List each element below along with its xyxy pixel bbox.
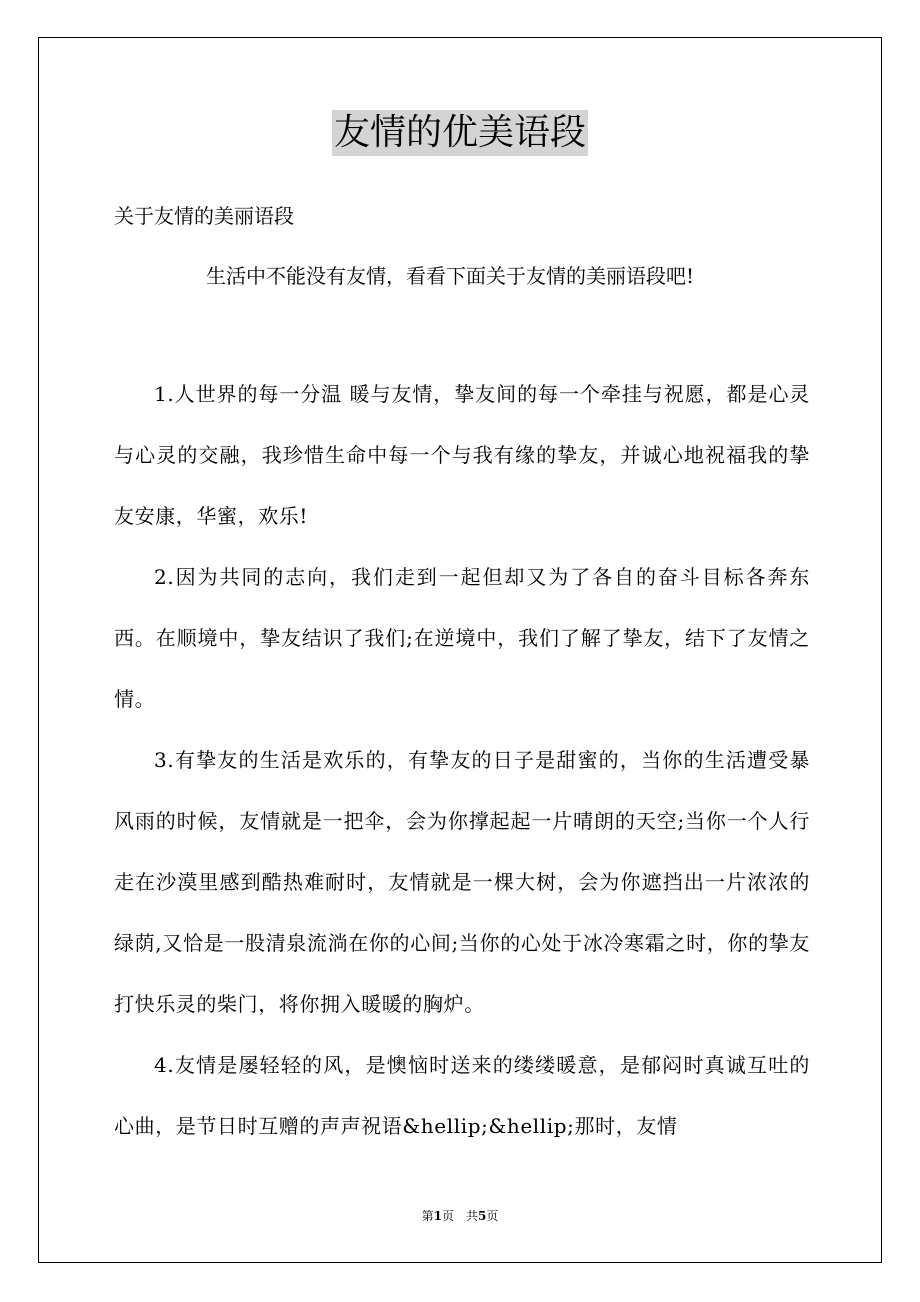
document-body	[114, 364, 810, 1157]
document-title: 友情的优美语段	[332, 110, 588, 156]
page-suffix: 页	[486, 1209, 499, 1223]
paragraph-4: 4.友情是屡轻轻的风，是懊恼时送来的缕缕暖意，是郁闷时真诚互吐的心曲，是节日时互赠的声声祝语&hellip;&hellip;那时，友情	[114, 1053, 810, 1138]
document-title-block	[0, 110, 920, 160]
paragraph-2: 2.因为共同的志向，我们走到一起但却又为了各自的奋斗目标各奔东西。在顺境中，挚友结识了我们;在逆境中，我们了解了挚友，结下了友情之情。	[114, 565, 810, 711]
document-subtitle: 关于友情的美丽语段	[114, 204, 294, 228]
page-current: 1	[433, 1209, 442, 1223]
paragraph-3: 3.有挚友的生活是欢乐的，有挚友的日子是甜蜜的，当你的生活遭受暴风雨的时候，友情就是一把伞，会为你撑起起一片晴朗的天空;当你一个人行走在沙漠里感到酷热难耐时，友情就是一棵大树，会为你遮挡出一片浓浓的绿荫,又恰是一股清泉流淌在你的心间;当你的心处于冰冷寒霜之时，你的挚友打快乐灵的柴门，将你拥入暖暖的胸炉。	[114, 748, 810, 1016]
page-mid: 页 共	[441, 1209, 478, 1223]
intro-text: 生活中不能没有友情，看看下面关于友情的美丽语段吧!	[206, 264, 695, 288]
page-prefix: 第	[421, 1209, 434, 1223]
page-total: 5	[478, 1209, 487, 1223]
paragraph-1: 1.人世界的每一分温 暖与友情，挚友间的每一个牵挂与祝愿，都是心灵与心灵的交融，我珍惜生命中每一个与我有缘的挚友，并诚心地祝福我的挚友安康，华蜜，欢乐!	[114, 382, 810, 528]
page-footer	[0, 1208, 920, 1224]
